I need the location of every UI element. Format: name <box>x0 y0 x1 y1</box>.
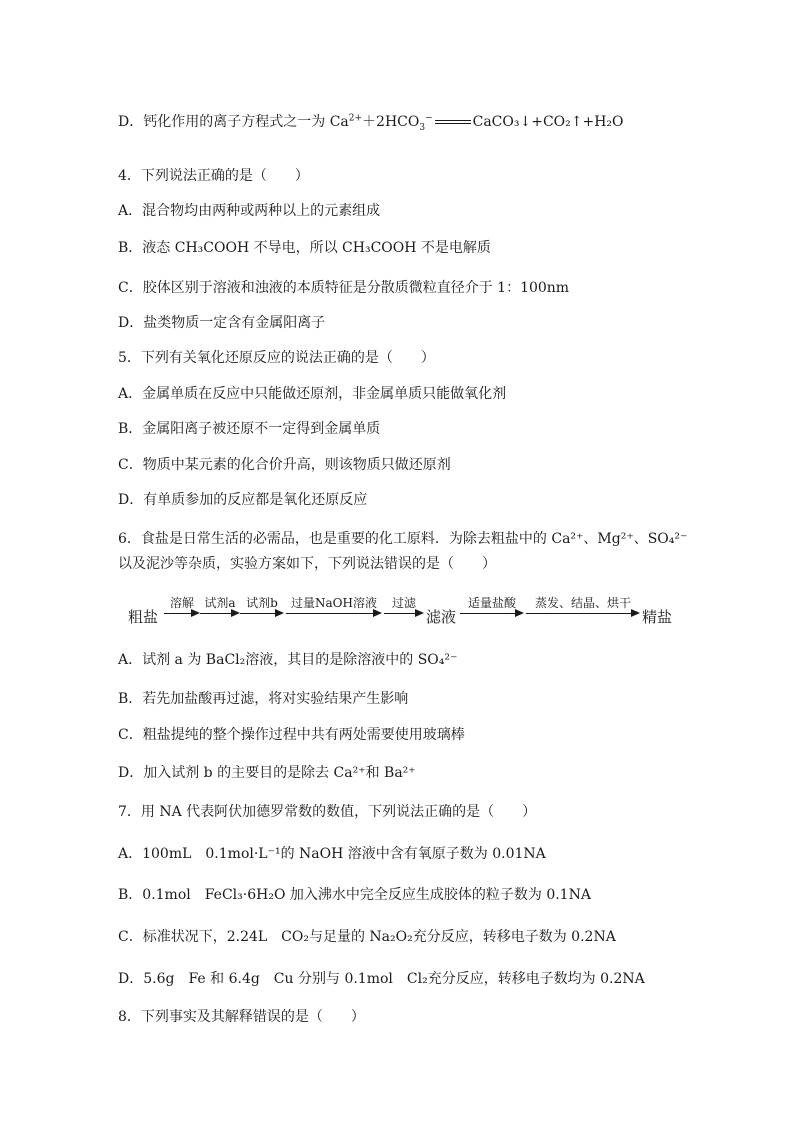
q7-option-c: C．标准状况下，2.24L CO₂与足量的 Na₂O₂充分反应，转移电子数为 0.2NA <box>118 929 616 945</box>
arrow-head-icon <box>415 609 424 617</box>
q5-option-d: D．有单质参加的反应都是氧化还原反应 <box>118 492 368 508</box>
arrow-head-icon <box>631 609 640 617</box>
q4-option-c: C．胶体区别于溶液和浊液的本质特征是分散质微粒直径介于 1：100nm <box>118 280 570 296</box>
arrow-head-icon <box>515 609 524 617</box>
flow-step-5: 过滤 <box>391 596 416 610</box>
flow-arrow-3 <box>240 596 284 620</box>
flow-step-4: 过量NaOH溶液 <box>291 596 377 610</box>
q4-option-d: D．盐类物质一定含有金属阳离子 <box>118 315 326 331</box>
flow-step-7: 蒸发、结晶、烘干 <box>534 596 631 610</box>
q5-option-b: B．金属阳离子被还原不一定得到金属单质 <box>118 421 381 437</box>
q6-option-d: D．加入试剂 b 的主要目的是除去 Ca²⁺和 Ba²⁺ <box>118 765 416 781</box>
q3-option-d: D．钙化作用的离子方程式之一为 $Ca^{2+}+2HCO_3^-$ CaCO₃↓+CO₂↑+H₂O <box>118 113 624 133</box>
q6-option-b: B．若先加盐酸再过滤，将对实验结果产生影响 <box>118 691 409 707</box>
q5-stem: 5．下列有关氧化还原反应的说法正确的是（ ） <box>118 350 435 366</box>
q4-stem: 4．下列说法正确的是（ ） <box>118 168 309 184</box>
q5-option-c: C．物质中某元素的化合价升高，则该物质只做还原剂 <box>118 457 451 473</box>
flow-arrow-1 <box>164 596 200 620</box>
q7-option-a: A．100mL 0.1mol·L⁻¹的 NaOH 溶液中含有氧原子数为 0.01NA <box>118 846 546 862</box>
q3-option-d-prefix: D．钙化作用的离子方程式之一为 <box>118 114 330 130</box>
q6-stem-line1: 6．食盐是日常生活的必需品，也是重要的化工原料．为除去粗盐中的 Ca²⁺、Mg²⁺、SO₄²⁻ <box>118 531 688 547</box>
arrow-head-icon <box>275 609 284 617</box>
q6-flow-diagram <box>128 596 678 630</box>
q7-option-b: B．0.1mol FeCl₃·6H₂O 加入沸水中完全反应生成胶体的粒子数为 0.1NA <box>118 887 591 903</box>
flow-node-end: 精盐 <box>642 608 673 626</box>
flow-arrow-2 <box>200 596 240 620</box>
flow-arrow-4 <box>286 596 382 620</box>
q5-option-a: A．金属单质在反应中只能做还原剂，非金属单质只能做氧化剂 <box>118 386 507 402</box>
flow-step-1: 溶解 <box>169 596 194 610</box>
flow-step-3: 试剂b <box>246 596 278 610</box>
q7-stem: 7．用 NA 代表阿伏加德罗常数的数值，下列说法正确的是（ ） <box>118 804 537 820</box>
flow-node-mid: 滤液 <box>426 608 457 626</box>
arrow-head-icon <box>191 609 200 617</box>
flow-arrow-7 <box>526 596 640 620</box>
arrow-head-icon <box>373 609 382 617</box>
q4-option-b: B．液态 CH₃COOH 不导电，所以 CH₃COOH 不是电解质 <box>118 240 491 256</box>
flow-arrow-6 <box>460 596 524 620</box>
flow-arrow-5 <box>384 596 424 620</box>
flow-step-2: 试剂a <box>204 596 236 610</box>
q4-option-a: A．混合物均由两种或两种以上的元素组成 <box>118 203 381 219</box>
flow-node-start: 粗盐 <box>128 608 159 626</box>
arrow-head-icon <box>231 609 240 617</box>
q6-option-c: C．粗盐提纯的整个操作过程中共有两处需要使用玻璃棒 <box>118 727 465 743</box>
q3-option-d-products: CaCO₃↓+CO₂↑+H₂O <box>472 114 624 130</box>
q6-stem-line2: 以及泥沙等杂质，实验方案如下，下列说法错误的是（ ） <box>118 556 496 572</box>
equals-arrow-icon <box>435 120 471 124</box>
q6-option-a: A．试剂 a 为 BaCl₂溶液，其目的是除溶液中的 SO₄²⁻ <box>118 652 458 668</box>
q7-option-d: D．5.6g Fe 和 6.4g Cu 分别与 0.1mol Cl₂充分反应，转移电子数均为 0.2NA <box>118 971 645 987</box>
flow-step-6: 适量盐酸 <box>467 596 516 610</box>
q8-stem: 8．下列事实及其解释错误的是（ ） <box>118 1009 365 1025</box>
